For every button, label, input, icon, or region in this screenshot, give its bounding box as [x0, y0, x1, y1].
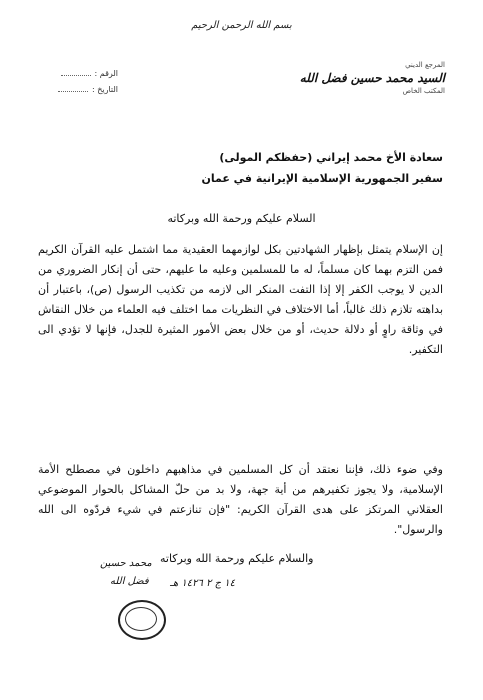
body-paragraph-1: إن الإسلام يتمثل بإظهار الشهادتين بكل لوازمهما العقيدية مما اشتمل عليه القرآن الكريم فمن التزم بهما كان مسلماً، له ما للمسلمين وعليه ما عليهم، حتى أن إنكار الضروري من الدين لا يوجب الكفر إلا إذا التفت المنكر الى لازمه من تكذيب الرسول (ص)، باعتبار أن بداهته تلازم ذلك غالباً، أما الاختلاف في النظريات مما اختلف فيه العلماء من خلال النقاش في وثاقة راوٍ أو دلالة حديث، أو من خلال بعض الأمور المثيرة للجدل، فإنها لا تؤدي الى التكفير. [38, 243, 443, 356]
reference-number [38, 66, 118, 82]
reference-number-line [61, 75, 91, 76]
addressee-line-2: سفير الجمهورية الإسلامية الإيرانية في عمان [201, 172, 443, 185]
official-seal [118, 600, 166, 640]
greeting: السلام عليكم ورحمة الله وبركاته [167, 212, 316, 225]
official-seal-inner [125, 607, 157, 631]
letterhead-office: المرجع الديني [405, 61, 445, 69]
letterhead-name: السيد محمد حسين فضل الله [299, 71, 445, 85]
letterhead-department: المكتب الخاص [402, 87, 445, 95]
body-paragraph-2: وفي ضوء ذلك، فإننا نعتقد أن كل المسلمين في مذاهبهم داخلون في مصطلح الأمة الإسلامية، ولا يجوز تكفيرهم من أية جهة، ولا بد من حلّ المشاكل بالحوار الموضوعي العقلاني المرتكز على هدى القرآن الكريم: "فإن تنازعتم في شيء فردّوه الى الله والرسول". [38, 463, 443, 536]
reference-date [38, 82, 118, 98]
date-handwritten: ١٤ ج ٢ ١٤٢٦ هـ [170, 578, 235, 589]
reference-block [38, 66, 118, 98]
letterhead [299, 60, 445, 96]
closing: والسلام عليكم ورحمة الله وبركاته [160, 552, 314, 565]
signature-line-2: فضل الله [110, 576, 149, 587]
signature-line-1: محمد حسين [100, 558, 152, 569]
reference-number-label: الرقم : [94, 69, 118, 78]
reference-date-label: التاريخ : [91, 85, 118, 94]
basmala-header: بسم الله الرحمن الرحيم [191, 20, 292, 31]
addressee-line-1: سعادة الأخ محمد إيراني (حفظكم المولى) [219, 151, 443, 164]
reference-date-line [58, 91, 88, 92]
